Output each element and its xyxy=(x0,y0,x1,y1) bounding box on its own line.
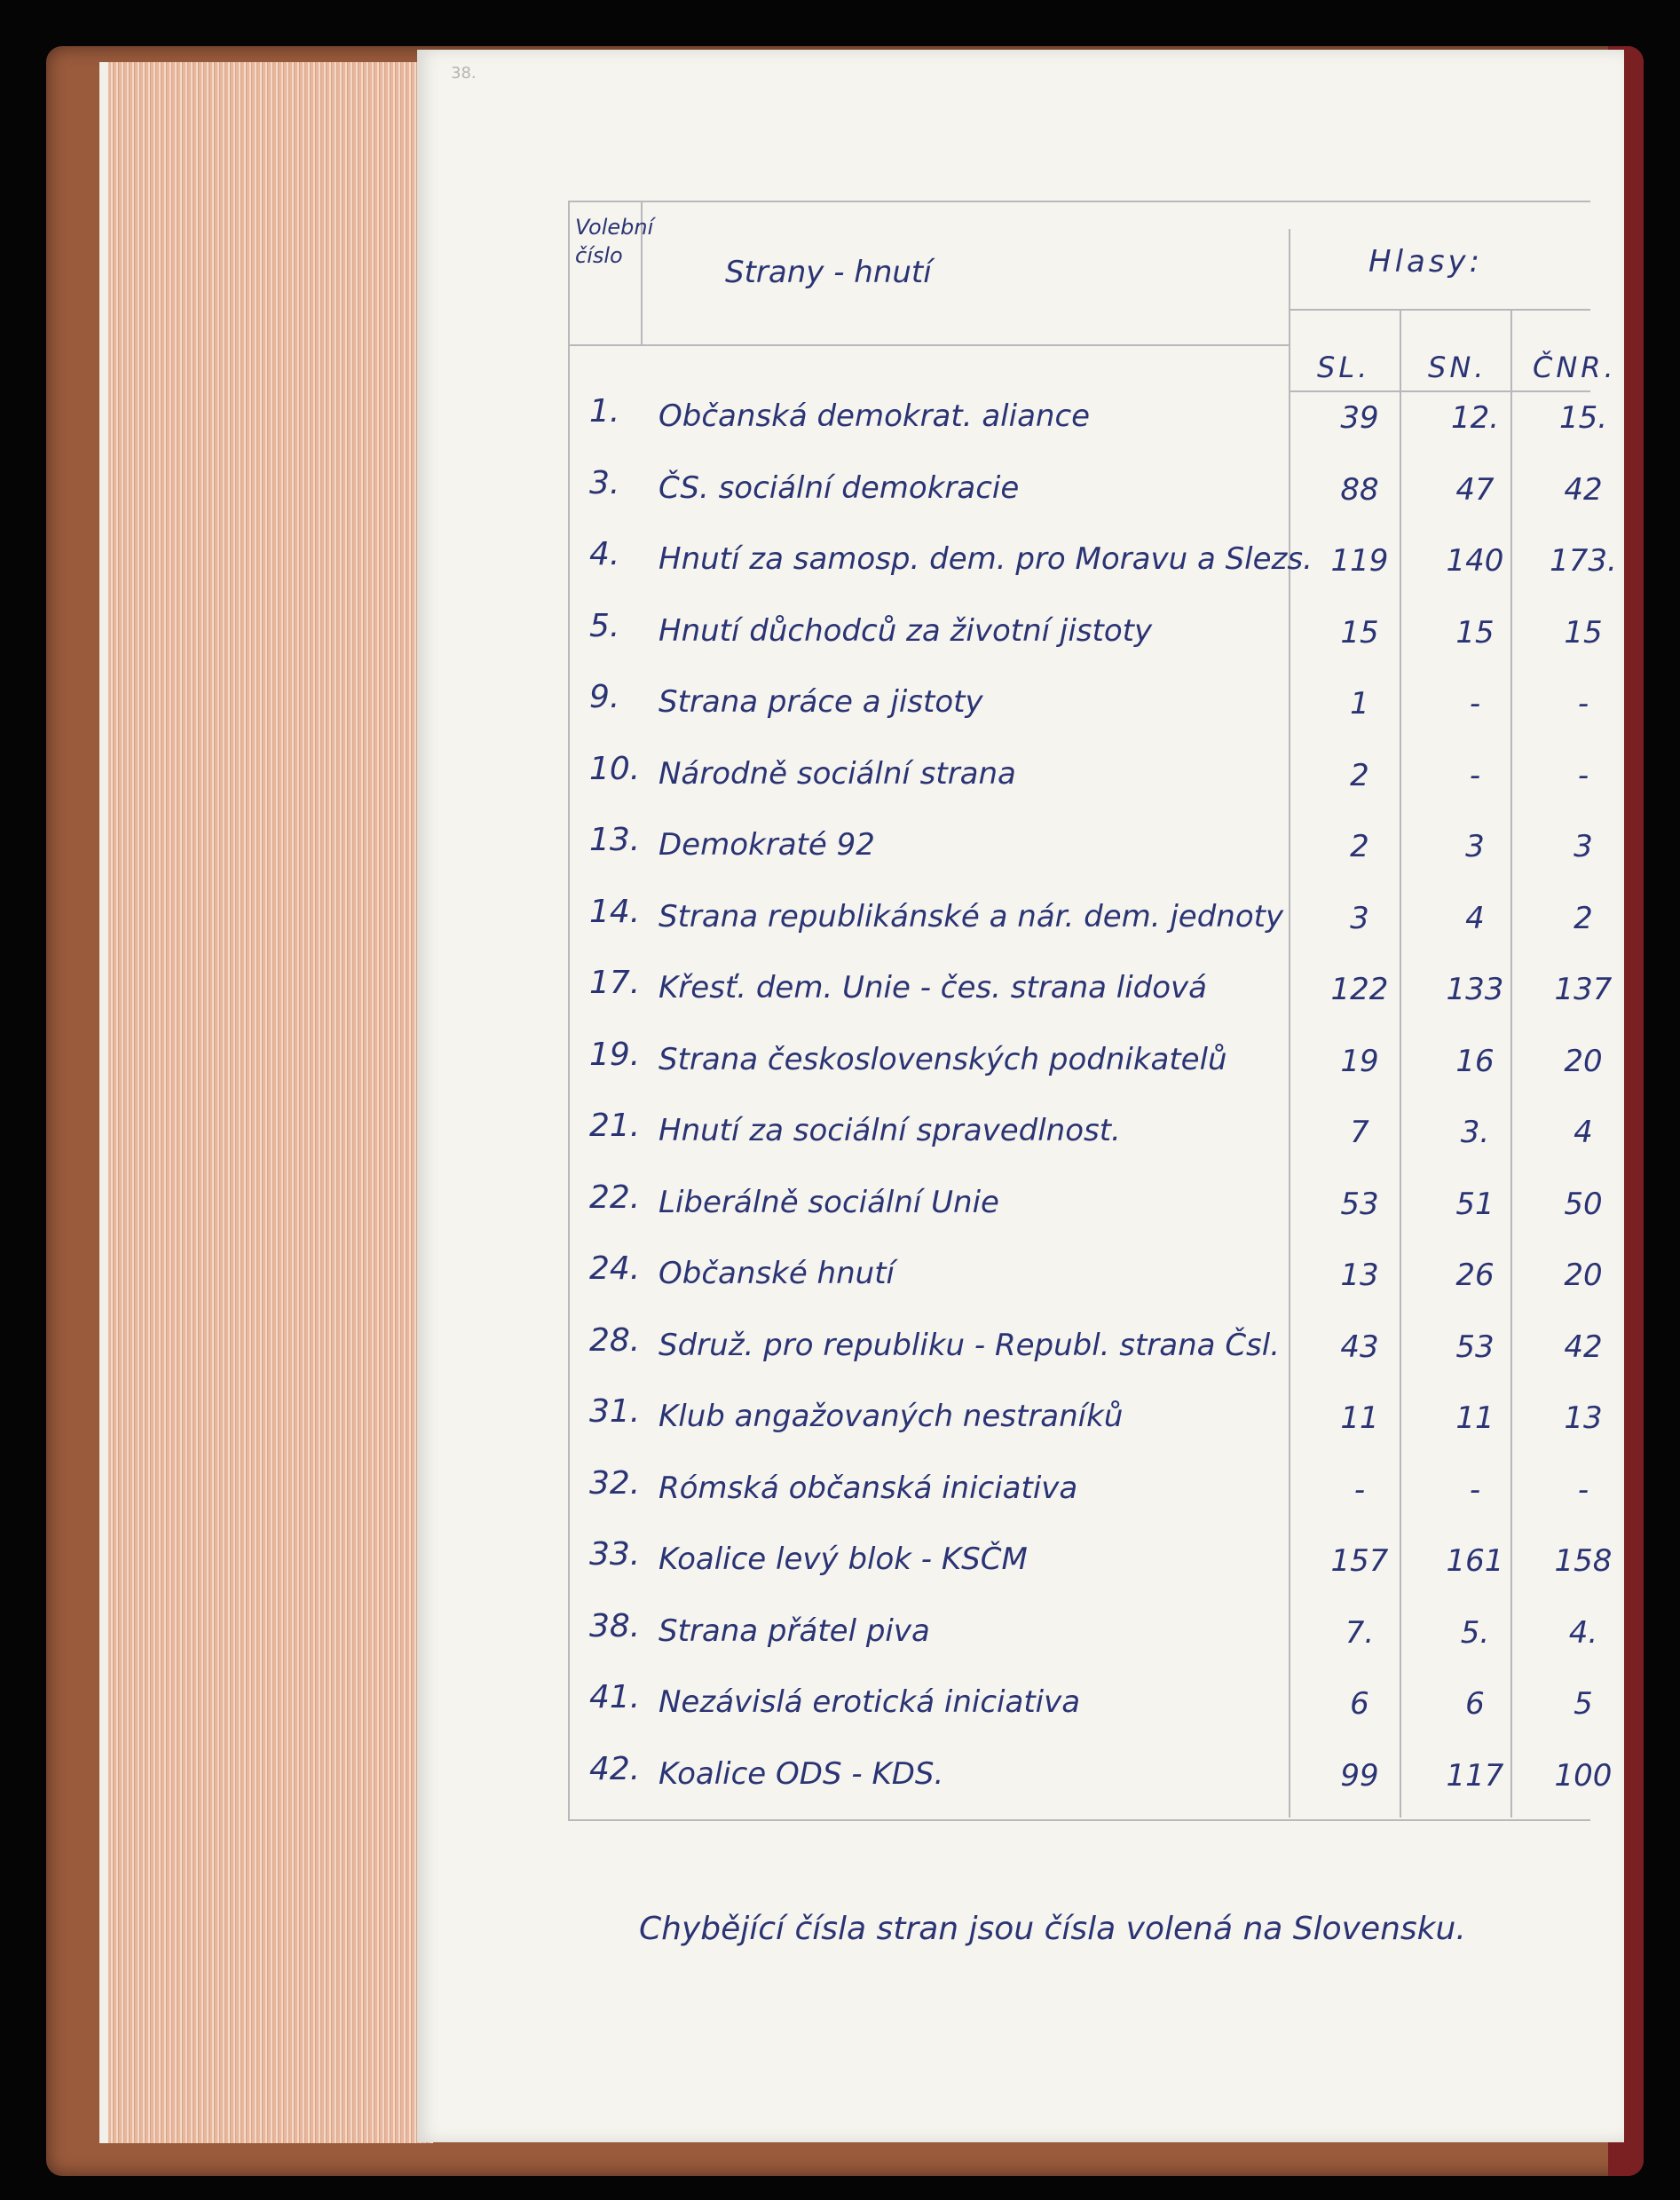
party-number: 28. xyxy=(589,1321,641,1359)
party-number: 41. xyxy=(589,1679,641,1715)
votes-cnr: - xyxy=(1577,757,1589,793)
party-name: Liberálně sociální Unie xyxy=(659,1184,999,1220)
page-edges xyxy=(99,62,428,2143)
party-name: Hnutí důchodců za životní jistoty xyxy=(659,612,1153,649)
party-number: 32. xyxy=(589,1464,641,1502)
votes-sl: 1 xyxy=(1350,686,1369,722)
votes-cnr: 100 xyxy=(1554,1757,1613,1794)
table-row xyxy=(570,1032,1603,1103)
column-header-sn: SN. xyxy=(1428,351,1487,384)
header-number: Volební číslo xyxy=(575,215,654,269)
column-header-cnr: ČNR. xyxy=(1533,351,1617,384)
table-row xyxy=(570,461,1603,532)
party-name: Koalice levý blok - KSČM xyxy=(659,1542,1028,1577)
votes-sl: - xyxy=(1353,1471,1366,1508)
table-row xyxy=(570,1675,1593,1746)
table-row xyxy=(570,674,1590,745)
votes-cnr: 173. xyxy=(1550,543,1617,579)
votes-sn: 51 xyxy=(1455,1186,1495,1222)
votes-cnr: 3 xyxy=(1574,829,1593,864)
table-row xyxy=(570,532,1617,603)
party-number: 22. xyxy=(589,1179,641,1216)
table-row xyxy=(570,603,1603,674)
table-row xyxy=(570,1103,1593,1174)
votes-sn: 15 xyxy=(1455,614,1495,651)
votes-sl: 3 xyxy=(1350,900,1369,936)
corner-mark: 38. xyxy=(451,64,477,83)
table-row xyxy=(570,960,1613,1031)
votes-cnr: 50 xyxy=(1564,1186,1603,1222)
votes-sn: 5. xyxy=(1460,1614,1490,1651)
votes-cnr: 42 xyxy=(1564,1329,1603,1365)
votes-cnr: 4. xyxy=(1568,1614,1598,1651)
votes-cnr: 15 xyxy=(1564,614,1603,651)
party-name: Strana práce a jistoty xyxy=(659,684,983,720)
party-number: 4. xyxy=(589,536,620,572)
votes-cnr: - xyxy=(1577,1471,1589,1508)
party-number: 13. xyxy=(589,822,641,858)
votes-sn: 6 xyxy=(1465,1686,1485,1722)
party-name: Koalice ODS - KDS. xyxy=(659,1755,944,1792)
grid-line xyxy=(570,344,1289,346)
party-number: 31. xyxy=(589,1393,641,1430)
votes-sn: 3 xyxy=(1465,829,1485,864)
table-row xyxy=(570,1604,1598,1675)
votes-sl: 6 xyxy=(1350,1686,1369,1722)
votes-sn: 161 xyxy=(1446,1543,1504,1579)
votes-sn: 4 xyxy=(1465,900,1485,936)
party-name: Strana přátel piva xyxy=(659,1613,930,1649)
votes-sn: 16 xyxy=(1455,1043,1495,1079)
votes-sn: 11 xyxy=(1455,1400,1495,1436)
column-header-sl: SL. xyxy=(1317,351,1371,384)
party-name: Národně sociální strana xyxy=(659,755,1016,792)
header-votes: Hlasy: xyxy=(1368,244,1484,280)
votes-cnr: 5 xyxy=(1574,1686,1593,1722)
party-number: 33. xyxy=(589,1536,641,1573)
votes-sn: - xyxy=(1469,686,1481,722)
table-row xyxy=(570,817,1593,888)
party-number: 14. xyxy=(589,893,641,930)
votes-sl: 99 xyxy=(1340,1757,1379,1794)
votes-sl: 2 xyxy=(1350,757,1369,793)
party-number: 9. xyxy=(589,679,620,715)
party-number: 38. xyxy=(589,1607,641,1644)
table-row xyxy=(570,889,1593,960)
party-number: 5. xyxy=(589,607,620,644)
party-name: Rómská občanská iniciativa xyxy=(659,1470,1078,1506)
votes-sl: 13 xyxy=(1340,1258,1379,1293)
votes-cnr: 158 xyxy=(1554,1543,1613,1579)
votes-sn: 140 xyxy=(1446,543,1504,579)
votes-sl: 19 xyxy=(1340,1043,1379,1079)
party-number: 24. xyxy=(589,1250,641,1287)
grid-line xyxy=(1289,309,1590,311)
table-row xyxy=(570,1532,1613,1603)
party-name: Hnutí za sociální spravedlnost. xyxy=(659,1113,1121,1148)
party-name: Občanská demokrat. aliance xyxy=(659,398,1091,434)
table-row xyxy=(570,1175,1603,1246)
table-row xyxy=(570,389,1608,460)
table-row xyxy=(570,1318,1603,1389)
votes-sn: 3. xyxy=(1460,1115,1490,1150)
table-row xyxy=(570,1389,1603,1460)
votes-cnr: 2 xyxy=(1574,900,1593,936)
votes-cnr: 42 xyxy=(1564,471,1603,508)
handwritten-page xyxy=(417,50,1624,2142)
election-results-table xyxy=(568,201,1617,1821)
party-name: ČS. sociální demokracie xyxy=(659,469,1020,506)
votes-cnr: - xyxy=(1577,686,1589,722)
votes-sn: 26 xyxy=(1455,1258,1495,1293)
votes-sl: 2 xyxy=(1350,829,1369,864)
party-number: 3. xyxy=(589,464,620,501)
votes-sl: 122 xyxy=(1330,972,1389,1007)
table-row xyxy=(570,1246,1603,1317)
footnote: Chybějící čísla stran jsou čísla volená na Slovensku. xyxy=(639,1911,1466,1947)
votes-cnr: 4 xyxy=(1574,1115,1593,1150)
party-number: 19. xyxy=(589,1036,641,1073)
party-name: Občanské hnutí xyxy=(659,1256,895,1291)
party-number: 10. xyxy=(589,750,641,787)
votes-cnr: 13 xyxy=(1564,1400,1603,1436)
table-row xyxy=(570,1747,1613,1818)
header-party: Strany - hnutí xyxy=(725,255,932,290)
votes-cnr: 20 xyxy=(1564,1258,1603,1293)
votes-sl: 7. xyxy=(1345,1614,1375,1651)
votes-sn: 47 xyxy=(1455,471,1495,508)
party-name: Křesť. dem. Unie - čes. strana lidová xyxy=(659,970,1207,1005)
party-name: Hnutí za samosp. dem. pro Moravu a Slezs. xyxy=(659,541,1313,577)
votes-sl: 53 xyxy=(1340,1186,1379,1222)
votes-cnr: 20 xyxy=(1564,1043,1603,1079)
party-number: 1. xyxy=(589,393,620,430)
votes-sl: 11 xyxy=(1340,1400,1379,1436)
votes-sl: 88 xyxy=(1340,471,1379,508)
party-number: 17. xyxy=(589,965,641,1001)
votes-sl: 39 xyxy=(1340,400,1379,436)
votes-sn: 53 xyxy=(1455,1329,1495,1365)
party-name: Nezávislá erotická iniciativa xyxy=(659,1684,1081,1720)
votes-sn: 117 xyxy=(1446,1757,1504,1794)
votes-sl: 43 xyxy=(1340,1329,1379,1365)
votes-sn: - xyxy=(1469,1471,1481,1508)
votes-sl: 119 xyxy=(1330,543,1389,579)
votes-cnr: 15. xyxy=(1558,400,1608,436)
table-row xyxy=(570,1461,1590,1532)
party-name: Strana republikánské a nár. dem. jednoty xyxy=(659,898,1284,934)
votes-sl: 7 xyxy=(1350,1115,1369,1150)
votes-cnr: 137 xyxy=(1554,972,1613,1007)
votes-sn: 12. xyxy=(1450,400,1500,436)
party-name: Sdruž. pro republiku - Republ. strana Čsl. xyxy=(659,1327,1281,1363)
table-row xyxy=(570,746,1590,817)
party-number: 42. xyxy=(589,1750,641,1787)
party-name: Klub angažovaných nestraníků xyxy=(659,1399,1124,1434)
party-name: Demokraté 92 xyxy=(659,827,875,863)
party-name: Strana československých podnikatelů xyxy=(659,1041,1227,1077)
party-number: 21. xyxy=(589,1108,641,1144)
votes-sl: 157 xyxy=(1330,1543,1389,1579)
votes-sn: 133 xyxy=(1446,972,1504,1007)
votes-sl: 15 xyxy=(1340,614,1379,651)
votes-sn: - xyxy=(1469,757,1481,793)
